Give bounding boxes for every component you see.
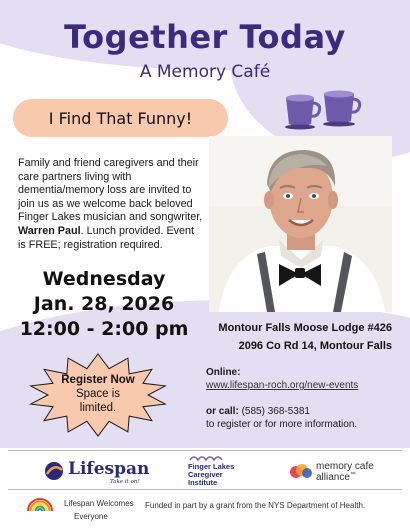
phone-line [206, 406, 310, 417]
flci-line2: Caregiver [188, 470, 223, 479]
online-label: Online: [206, 367, 241, 378]
registration-note: to register or for more information. [206, 419, 358, 430]
register-badge [28, 373, 168, 415]
cup-left [285, 95, 320, 130]
welcome-line1: Lifespan Welcomes [64, 499, 134, 508]
flci-line3: Institute [188, 478, 218, 487]
call-label: or call: [206, 406, 239, 417]
flci-logo [188, 454, 248, 488]
cup-right [323, 91, 360, 127]
register-badge-line1: Register Now [61, 374, 135, 386]
logo-divider-bottom [8, 489, 402, 490]
performer-photo [209, 136, 392, 312]
lifespan-logo-icon [42, 461, 66, 481]
mca-line1: memory cafe [316, 461, 374, 472]
event-day: Wednesday [42, 268, 166, 290]
phone-number[interactable]: (585) 368-5381 [238, 406, 310, 417]
venue-address: 2096 Co Rd 14, Montour Falls [238, 340, 392, 352]
flci-line1: Finger Lakes [188, 462, 235, 471]
mca-trademark: ™ [349, 472, 356, 478]
registration-link[interactable]: www.lifespan-roch.org/new-events [206, 380, 359, 391]
memory-cafe-alliance-logo [289, 459, 389, 485]
welcome-line2: Everyone [74, 512, 108, 521]
description-outro: . Lunch provided. Event is FREE; registration required. [18, 224, 195, 251]
mca-line2-wrap [316, 472, 356, 483]
rainbow-icon [26, 496, 54, 512]
mca-line2: alliance [316, 472, 350, 483]
theme-pill-label: I Find That Funny! [48, 108, 193, 128]
event-time: 12:00 - 2:00 pm [19, 318, 189, 340]
performer-portrait-illustration [209, 136, 392, 312]
register-badge-line2: Space is [75, 388, 121, 400]
flci-logo-icon [188, 454, 228, 462]
logo-divider-top [8, 450, 402, 451]
register-badge-line3: limited. [79, 402, 117, 414]
event-date: Jan. 28, 2026 [33, 293, 175, 315]
lifespan-logo [42, 459, 152, 485]
lifespan-logo-text: Lifespan [68, 459, 150, 479]
memory-cafe-alliance-icon [289, 462, 313, 480]
theme-pill [13, 99, 228, 137]
page-title: Together Today [64, 18, 346, 56]
performer-name: Warren Paul [18, 224, 81, 237]
event-description [18, 157, 204, 252]
funding-note: Funded in part by a grant from the NYS Department of Health. [145, 501, 366, 510]
venue-name: Montour Falls Moose Lodge #426 [218, 322, 392, 334]
lifespan-tagline: Take it on! [110, 479, 140, 485]
description-intro: Family and friend caregivers and their care partners living with dementia/memory loss are invited to join us as we welcome back beloved Finger Lakes musician and songwriter, [18, 157, 203, 224]
page-subtitle: A Memory Café [139, 62, 271, 82]
coffee-cups-icon [282, 86, 362, 132]
